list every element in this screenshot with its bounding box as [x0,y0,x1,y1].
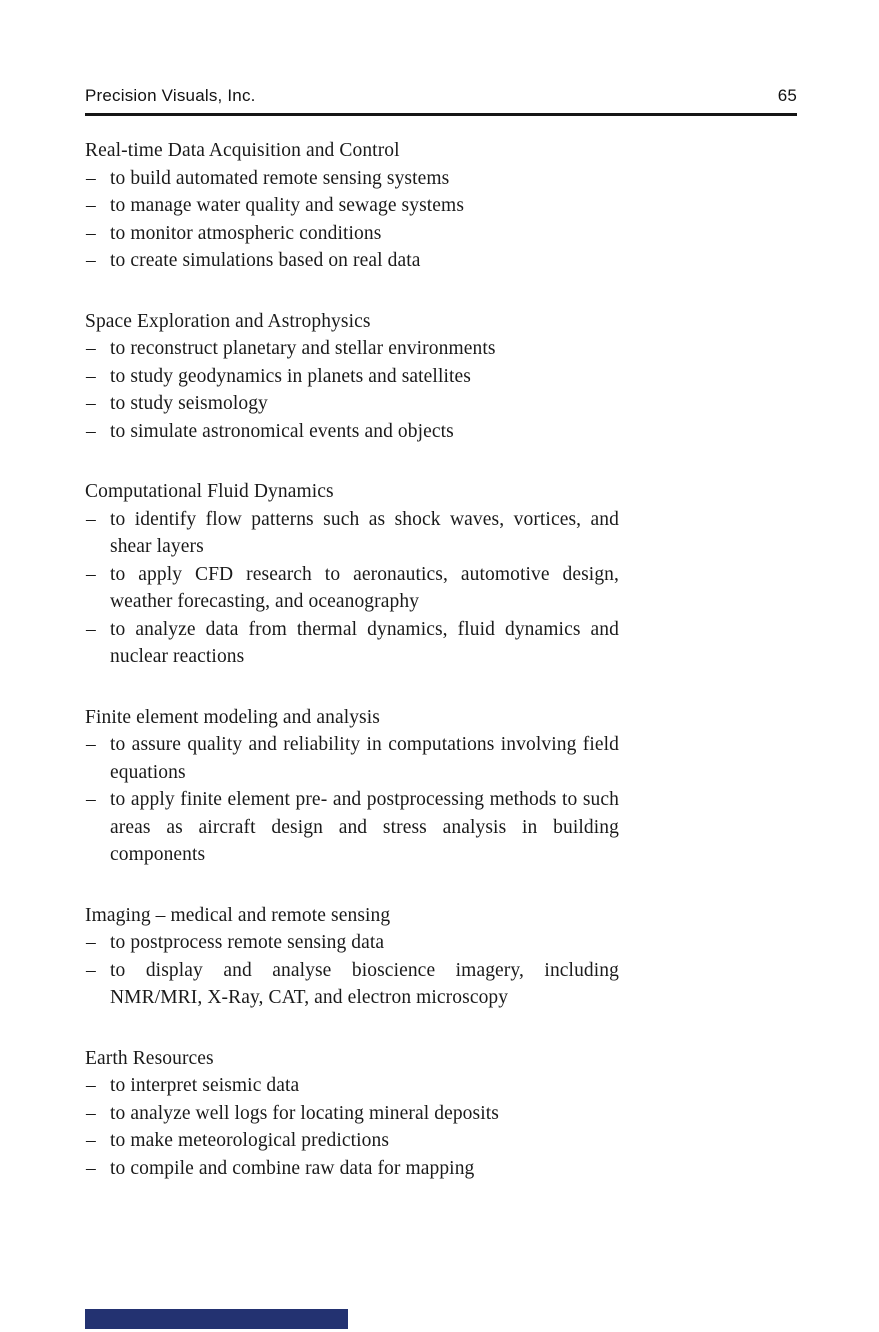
list-item-text: to apply finite element pre- and postprocessing methods to such areas as aircraft design and stress analysis in building components [110,789,619,865]
list-item-text: to reconstruct planetary and stellar environments [110,338,496,359]
list-item [85,731,619,786]
topic-section [85,308,619,446]
topic-section [85,1045,619,1183]
dash-bullet: – [86,195,96,216]
list-item [85,786,619,869]
list-item-text: to analyze data from thermal dynamics, fluid dynamics and nuclear reactions [110,618,619,667]
topic-section [85,137,619,275]
dash-bullet: – [86,508,96,530]
dash-bullet: – [86,618,96,640]
list-item [85,561,619,616]
dash-bullet: – [86,1102,96,1124]
list-item-text: to monitor atmospheric conditions [110,222,382,244]
section-title: Computational Fluid Dynamics [85,481,334,502]
list-item [85,1072,619,1100]
dash-bullet: – [86,789,96,810]
dash-bullet: – [86,393,96,414]
list-item-text: to manage water quality and sewage systems [110,195,465,216]
topic-section [85,478,619,671]
list-item [85,192,619,220]
page-header [85,86,797,116]
dash-bullet: – [86,222,96,244]
dash-bullet: – [86,734,96,755]
list-item-text: to display and analyse bioscience imagery, including NMR/MRI, X-Ray, CAT, and electron microscopy [110,959,619,1008]
section-title: Imaging – medical and remote sensing [85,904,391,926]
list-item-text: to apply CFD research to aeronautics, automotive design, weather forecasting, and oceanography [110,563,619,612]
dash-bullet: – [86,932,96,953]
section-title: Finite element modeling and analysis [85,706,380,728]
list-item [85,1127,619,1155]
list-item-text: to create simulations based on real data [110,250,421,271]
dash-bullet: – [86,250,96,271]
list-item-text: to build automated remote sensing systems [110,167,450,189]
list-item [85,335,619,363]
list-item-text: to analyze well logs for locating mineral deposits [110,1102,499,1124]
dash-bullet: – [86,338,96,359]
header-page-number: 65 [777,86,797,105]
list-item [85,363,619,391]
section-title: Space Exploration and Astrophysics [85,310,371,332]
list-item [85,220,619,248]
list-item-text: to compile and combine raw data for mapping [110,1157,475,1179]
list-item [85,616,619,671]
section-title: Earth Resources [85,1047,214,1069]
list-item [85,929,619,957]
list-item-text: to assure quality and reliability in computations involving field equations [110,734,619,783]
footer-color-bar [85,1309,348,1329]
list-item [85,247,619,275]
dash-bullet: – [86,1075,96,1096]
topic-section [85,704,619,869]
list-item [85,1100,619,1128]
dash-bullet: – [86,563,96,585]
dash-bullet: – [86,1157,96,1179]
dash-bullet: – [86,959,96,981]
list-item [85,506,619,561]
list-item [85,165,619,193]
list-item-text: to study seismology [110,393,268,414]
dash-bullet: – [86,167,96,189]
list-item [85,1155,619,1183]
list-item-text: to make meteorological predictions [110,1130,390,1151]
list-item [85,957,619,1012]
list-item-text: to postprocess remote sensing data [110,932,385,953]
section-title: Real-time Data Acquisition and Control [85,140,400,161]
dash-bullet: – [86,420,96,442]
list-item-text: to interpret seismic data [110,1075,300,1096]
dash-bullet: – [86,365,96,387]
list-item-text: to identify flow patterns such as shock waves, vortices, and shear layers [110,508,619,557]
header-company: Precision Visuals, Inc. [85,86,256,105]
list-item-text: to simulate astronomical events and objects [110,420,454,442]
list-item [85,390,619,418]
topic-section [85,902,619,1012]
page-body [85,137,619,1182]
list-item [85,418,619,446]
list-item-text: to study geodynamics in planets and satellites [110,365,471,387]
dash-bullet: – [86,1130,96,1151]
